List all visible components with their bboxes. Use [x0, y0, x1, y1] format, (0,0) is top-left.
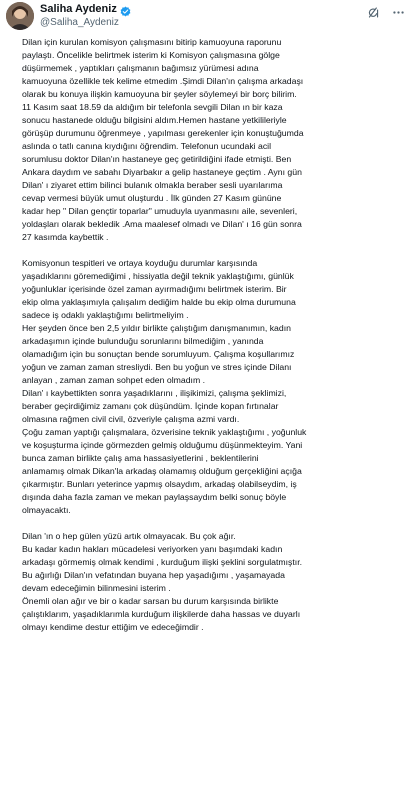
paragraph-spacer [22, 244, 403, 257]
post-paragraph-3: Dilan 'ın o hep gülen yüzü artık olmayacak. Bu çok ağır. Bu kadar kadın hakları mücadelesi veriyorken yanı başımdaki kadın arkadaşı görmemiş olmak kendimi , kurduğum ilişki şeklini sorgulatmıştır. Bu ağırlığı Dilan'ın vefatından buyana hep yaşadığımı , yaşamayada devam edeceğimin bilinmesini isterim . Önemli olan ağır ve bir o kadar sarsan bu durum karşısında birlikte çalıştıklarım, yaşadıklarımla kurduğum ilişkilerde daha hassas ve duyarlı olmayı kendime destur ettiğim ve edeceğimdir . [22, 531, 303, 632]
paragraph-spacer [22, 517, 403, 530]
avatar[interactable] [6, 2, 34, 30]
author-handle[interactable]: @Saliha_Aydeniz [40, 17, 119, 28]
author-name[interactable]: Saliha Aydeniz [40, 3, 117, 15]
post-body [0, 36, 413, 634]
more-options-icon[interactable] [392, 6, 405, 19]
verified-badge-icon [120, 4, 131, 15]
post-paragraph-1: Dilan için kurulan komisyon çalışmasını bitirip kamuoyuna raporunu paylaştı. Öncelikle belirtmek isterim ki Komisyon çalışmasına gölge düşürmemek , yaptıkları çalışmanın bağımsız yürümesi adına kamuoyuna özellikle tek kelime etmedim .Şimdi Dilan'ın çalışma arkadaşı olarak bu konuya ilişkin kamuoyuna bir şeyler söylemeyi bir borç bilirim. 11 Kasım saat 18.59 da aldığım bir telefonla sevgili Dilan ın bir kaza sonucu hastanede olduğu bilgisini aldım.Hemen hastane yetkilileriyle görüşüp durumunu öğrenmeye , yapılması gerekenler için konuştuğumda aslında o tatlı canına kıydığını öğrendim. Telefonun ucundaki acil sorumlusu doktor Dilan'ın hastaneye geç getirildiğini ifade etmişti. Ben Ankara daydım ve sabahı Diyarbakır a gelip hastaneye geçtim . Aynı gün Dilan' ı ziyaret ettim bilinci bulanık olmakla beraber sesli uyarılarıma cevap vermesi büyük umut oluşturdu . İlk günden 27 Kasım gününe kadar hep " Dilan gençtir toparlar" umuduyla uyanmasını aile, sevenleri, yoldaşları olarak bekledik .Ama maalesef olmadı ve Dilan' ı 16 gün sonra 27 kasımda kaybettik . [22, 37, 304, 242]
post-paragraph-2: Komisyonun tespitleri ve ortaya koyduğu durumlar karşısında yaşadıklarını göremediğimi , hissiyatla değil teknik yaklaştığımı, günlük yoğunluklar içerisinde özel zaman ayırmadığımı belirtmek isterim. Bir ekip olma yaklaşımıyla çalışalım dediğim halde bu ekip olma durumuna sadece iş odaklı yaklaştığımı belirtmeliyim . Her şeyden önce ben 2,5 yıldır birlikte çalıştığım danışmanımın, kadın arkadaşımın içinde bulunduğu sorunlarını bilmediğim , yanında olamadığım için bu sonuçtan bende sorumluyum. Çalışma koşullarımız yoğun ve zaman zaman stresliydi. Ben bu yoğun ve stres içinde Dilanı anlayan , zaman zaman sohpet eden olmadım . Dilan' ı kaybettikten sonra yaşadıklarını , ilişikimizi, çalışma şeklimizi, beraber geçirdiğimiz zamanı çok düşündüm. İçinde kopan fırtınalar olmasına rağmen civil civil, özveriyle çalışma azmi vardı. Çoğu zaman yaptığı çalışmalara, özverisine teknik yaklaştığımı , yoğunluk ve koşuşturma içinde görmezden gelmiş olduğumu düşünmekteyim. Yani bunca zaman birlikte çalış ama hassasiyetlerini , beklentilerini anlamamış olmak Dikan'la arkadaş olamamış olduğum gerçekliğini açığa çıkarmıştır. Bunları yeterince yapmış olsaydım, arkadaş olabilseydim, iş dışında daha fazla zaman ve mekan paylaşsaydım belki sonuç böyle olmayacaktı. [22, 258, 307, 515]
grok-icon[interactable] [367, 6, 380, 19]
author-name-row [40, 3, 131, 15]
post-header [0, 0, 413, 36]
post-actions [367, 6, 405, 19]
avatar-photo-icon [6, 2, 34, 30]
